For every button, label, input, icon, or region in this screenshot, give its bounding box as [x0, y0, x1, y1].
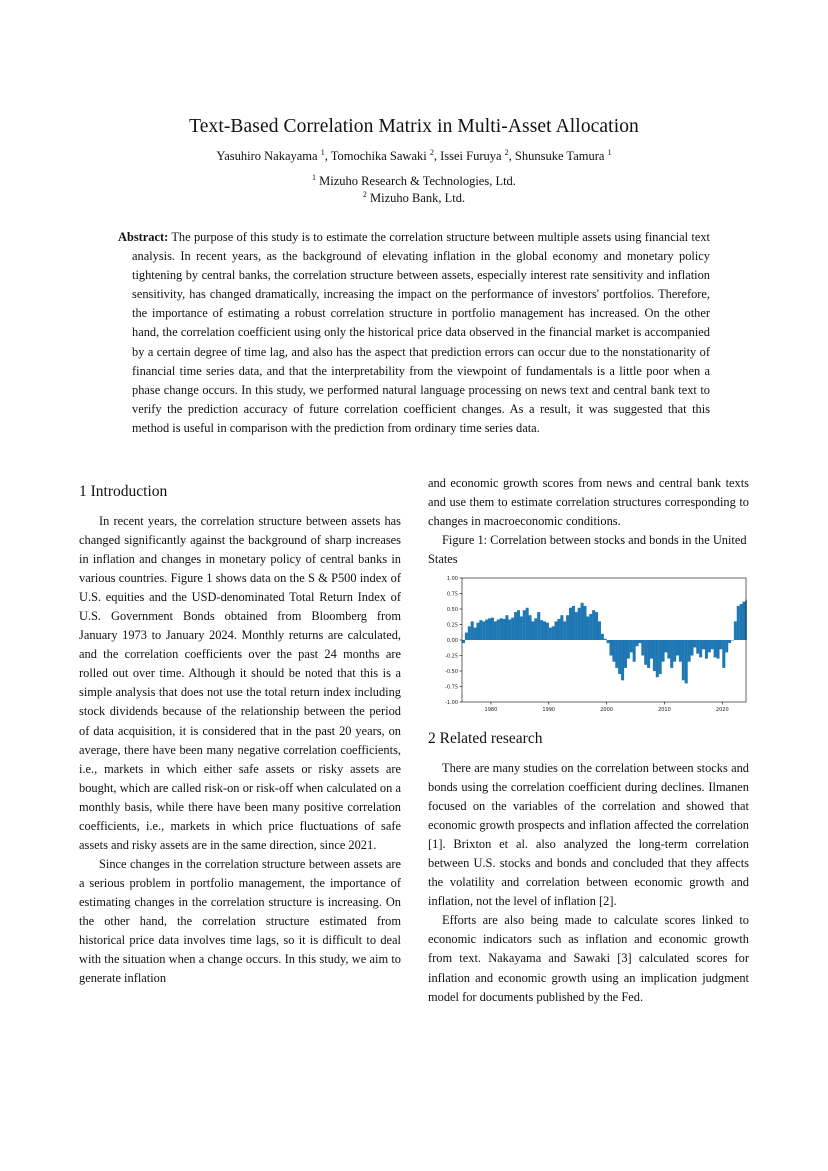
author-name: Issei Furuya — [440, 149, 502, 163]
author-list — [0, 149, 828, 164]
x-tick-label: 1980 — [484, 707, 498, 713]
intro-paragraph-1: In recent years, the correlation structure between assets has changed significantly against the background of sharp increases in inflation and changes in monetary policy of central banks in various countries. Figure 1 shows data on the S & P500 index of U.S. equities and the USD-denominated Total Return Index of U.S. Government Bonds obtained from Bloomberg from January 1973 to January 2024. Monthly returns are calculated, and the correlation coefficients over the past 24 months are rolled out over time. Although it should be noted that this is a simple analysis that does not use the total return index including stock dividends because of the relationship between the period of data acquisition, it is considered that in the past 20 years, on average, there have been many negative correlation coefficients, i.e., markets in which either safe assets or risky assets are bought, which are called risk-on or risk-off when calculated on a monthly basis, while there have been many positive correlation coefficients, i.e., markets in which price fluctuations of safe assets and risky assets are in the same direction, since 2021. — [79, 514, 401, 852]
area-segment — [641, 640, 644, 656]
intro-paragraph-2-continued-text: and economic growth scores from news and central bank texts and use them to estimate correlation structures corresponding to changes in macroeconomic conditions. — [428, 476, 749, 529]
area-segment — [557, 619, 560, 640]
x-axis — [485, 702, 729, 713]
area-segment — [679, 640, 682, 662]
area-segment — [702, 640, 705, 649]
area-segment — [488, 618, 491, 640]
area-segment — [552, 626, 555, 640]
area-segment — [722, 640, 725, 668]
author-separator: , — [324, 149, 331, 163]
area-segment — [664, 640, 667, 652]
area-segment — [491, 618, 494, 640]
area-segment — [462, 640, 465, 643]
area-segment — [705, 640, 708, 659]
area-segment — [647, 640, 650, 668]
area-segment — [618, 640, 621, 674]
related-paragraph-1: There are many studies on the correlation between stocks and bonds using the correlation coefficient during declines. Ilmanen focused on the variables of the correlation and showed that economic growth prospects and inflation affected the correlation [1]. Brixton et al. also analyzed the long-term correlation between U.S. stocks and bonds and concluded that they affects the volatility and correlation between economic growth and inflation, not the level of inflation [2]. — [428, 761, 749, 909]
area-segment — [471, 621, 474, 640]
area-segment — [560, 615, 563, 640]
author-affiliation-mark: 2 — [504, 148, 509, 157]
area-segment — [688, 640, 691, 662]
area-segment — [673, 640, 676, 662]
area-segment — [667, 640, 670, 659]
area-segment — [474, 628, 477, 640]
area-segment — [711, 640, 714, 649]
area-segment — [615, 640, 618, 668]
area-segment — [595, 612, 598, 640]
area-segment — [719, 640, 722, 649]
area-segment — [644, 640, 647, 665]
area-segment — [517, 610, 520, 640]
related-paragraph-2: Efforts are also being made to calculate scores linked to economic indicators such as inflation and economic growth from text. Nakayama and Sawaki [3] calculated scores for inflation and economic growth using an implication judgment model for documents published by the Fed. — [428, 913, 749, 1004]
area-segment — [592, 610, 595, 640]
area-segment — [549, 628, 552, 640]
author-affiliation-mark: 2 — [429, 148, 434, 157]
x-tick-label: 2020 — [715, 707, 729, 713]
area-segment — [514, 612, 517, 640]
area-segment — [737, 606, 740, 640]
area-segment — [575, 612, 578, 640]
area-segment — [685, 640, 688, 683]
area-segment — [708, 640, 711, 652]
area-segment — [612, 640, 615, 662]
area-segment — [505, 615, 508, 640]
area-segment — [497, 620, 500, 640]
area-segment — [601, 634, 604, 640]
author-affiliation-mark: 1 — [320, 148, 325, 157]
area-segment — [465, 633, 468, 640]
area-segment — [633, 640, 636, 662]
affiliation-name: Mizuho Research & Technologies, Ltd. — [319, 174, 516, 188]
area-segment — [598, 621, 601, 640]
area-segment — [508, 620, 511, 640]
x-tick-label: 2010 — [658, 707, 671, 713]
area-segment — [699, 640, 702, 657]
area-segment — [583, 606, 586, 640]
area-segment — [714, 640, 717, 657]
author-name: Tomochika Sawaki — [330, 149, 427, 163]
area-segment — [494, 621, 497, 640]
area-segment — [482, 621, 485, 640]
area-segment — [676, 640, 679, 656]
section-heading-introduction: 1 Introduction — [79, 483, 168, 500]
area-segment — [529, 615, 532, 640]
y-tick-label: 0.50 — [446, 606, 458, 613]
area-segment — [586, 616, 589, 640]
area-segment — [520, 616, 523, 640]
y-tick-label: -0.50 — [445, 668, 458, 675]
area-segment — [523, 610, 526, 640]
area-segment — [540, 620, 543, 640]
area-segment — [725, 640, 728, 652]
x-tick-label: 2000 — [600, 707, 613, 713]
area-segment — [531, 621, 534, 640]
area-segment — [630, 640, 633, 652]
correlation-series — [462, 600, 747, 684]
area-segment — [670, 640, 673, 668]
area-segment — [563, 621, 566, 640]
area-segment — [609, 640, 612, 656]
area-segment — [624, 640, 627, 668]
area-segment — [526, 608, 529, 640]
area-segment — [502, 619, 505, 640]
affiliation-1 — [0, 174, 828, 189]
figure-1-caption: Figure 1: Correlation between stocks and bonds in the United States — [428, 533, 747, 567]
area-segment — [656, 640, 659, 677]
area-segment — [740, 604, 743, 640]
area-segment — [566, 615, 569, 640]
x-tick-label: 1990 — [542, 707, 556, 713]
area-segment — [659, 640, 662, 674]
section-heading-related-research: 2 Related research — [428, 730, 543, 747]
area-segment — [636, 640, 639, 646]
y-tick-label: -0.75 — [445, 684, 458, 691]
area-segment — [485, 620, 488, 640]
area-segment — [555, 621, 558, 640]
abstract-label: Abstract: — [118, 230, 169, 244]
area-segment — [690, 640, 693, 656]
area-segment — [468, 626, 471, 640]
area-segment — [581, 603, 584, 640]
area-segment — [569, 608, 572, 640]
area-segment — [543, 621, 546, 640]
author-separator: , — [508, 149, 515, 163]
area-segment — [479, 620, 482, 640]
area-segment — [537, 612, 540, 640]
paper-title: Text-Based Correlation Matrix in Multi-Asset Allocation — [189, 116, 639, 137]
area-segment — [500, 618, 503, 640]
area-segment — [650, 640, 653, 659]
area-segment — [572, 606, 575, 640]
author-affiliation-mark: 1 — [607, 148, 612, 157]
y-tick-label: 0.25 — [446, 622, 458, 629]
figure-1-chart — [428, 572, 750, 718]
author-name: Shunsuke Tamura — [514, 149, 605, 163]
intro-paragraph-2-continued — [428, 474, 749, 531]
area-segment — [693, 640, 696, 647]
affiliation-number: 2 — [362, 190, 367, 199]
area-segment — [607, 640, 610, 643]
area-segment — [638, 640, 641, 643]
area-segment — [717, 640, 720, 659]
intro-paragraph-2: Since changes in the correlation structure between assets are a serious problem in portfolio management, the importance of estimating changes in the correlation structure is increasing. On the other hand, the correlation structure estimated from historical price data involves time lags, so it is difficult to deal with the situation when a change occurs. In this study, we aim to generate inflation — [79, 856, 401, 986]
area-segment — [728, 640, 731, 643]
area-segment — [589, 614, 592, 640]
area-segment — [627, 640, 630, 659]
y-tick-label: -0.25 — [445, 653, 458, 660]
area-segment — [476, 623, 479, 640]
area-segment — [578, 608, 581, 640]
area-segment — [621, 640, 624, 680]
area-segment — [511, 618, 514, 640]
area-segment — [534, 618, 537, 640]
area-segment — [604, 639, 607, 640]
y-tick-label: -1.00 — [445, 699, 458, 706]
y-tick-label: 0.00 — [446, 637, 458, 644]
y-tick-label: 1.00 — [446, 575, 458, 582]
y-axis — [445, 576, 462, 706]
y-tick-label: 0.75 — [446, 591, 458, 598]
abstract — [118, 228, 710, 438]
author-separator: , — [433, 149, 441, 163]
area-segment — [734, 621, 737, 640]
area-segment — [743, 602, 746, 640]
affiliation-name: Mizuho Bank, Ltd. — [369, 191, 466, 205]
abstract-text: The purpose of this study is to estimate the correlation structure between multiple assets using financial text analysis. In recent years, as the background of elevating inflation in the global economy and monetary policy tightening by central banks, the correlation structure between assets, especially interest rate sensitivity and inflation sensitivity, has changed dramatically, increasing the impact on the performance of investors' portfolios. Therefore, the importance of estimating a robust correlation structure in portfolio management has increased. On the other hand, the correlation coefficient using only the historical price data observed in the financial market is accompanied by a certain degree of time lag, and also has the aspect that prediction errors can occur due to the nonstationarity of financial time series data, and that the interpretability from the viewpoint of fundamentals is a little poor when a phase change occurs. In this study, we performed natural language processing on news text and central bank text to verify the prediction accuracy of future correlation coefficient changes. As a result, it was suggested that this method is useful in comparison with the prediction from ordinary time series data. — [132, 230, 710, 435]
affiliation-2 — [0, 191, 828, 206]
right-column — [428, 759, 749, 1007]
area-segment — [696, 640, 699, 654]
area-segment — [682, 640, 685, 680]
left-column — [79, 512, 401, 988]
area-segment — [653, 640, 656, 671]
area-segment — [546, 623, 549, 640]
area-segment — [662, 640, 665, 662]
author-name: Yasuhiro Nakayama — [216, 149, 318, 163]
affiliation-number: 1 — [312, 173, 317, 182]
